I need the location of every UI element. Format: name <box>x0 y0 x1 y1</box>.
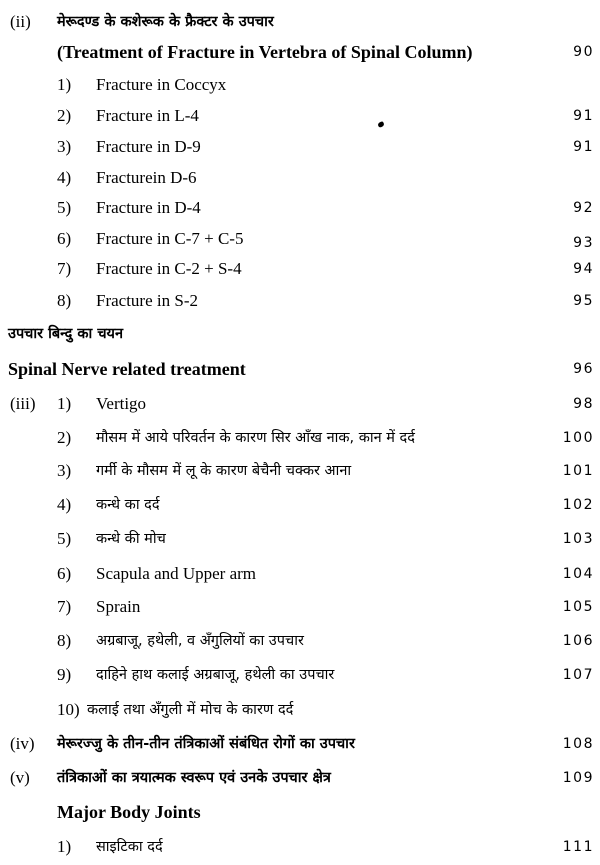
entry-number: 8) <box>57 291 72 310</box>
entry-title: Fracture in L-4 <box>96 106 199 125</box>
entry-title: Major Body Joints <box>57 802 201 822</box>
entry-page: 105 <box>562 599 594 615</box>
entry-title: Fracture in S-2 <box>96 291 198 310</box>
entry-page: 90 <box>573 44 594 60</box>
entry-number: 2) <box>57 428 72 447</box>
toc-entry <box>0 732 600 762</box>
entry-title: Fracture in C-2 + S-4 <box>96 259 242 278</box>
entry-page: 96 <box>573 361 594 377</box>
entry-page: 100 <box>562 430 594 446</box>
entry-page: 101 <box>562 463 594 479</box>
entry-title: Fracturein D-6 <box>96 168 197 187</box>
entry-title: अग्रबाजू, हथेली, व अँगुलियों का उपचार <box>96 633 304 649</box>
toc-entry <box>0 196 600 226</box>
entry-title: साइटिका दर्द <box>96 839 163 855</box>
entry-title: मेरूदण्ड के कशेरूक के फ्रैक्टर के उपचार <box>57 14 274 30</box>
toc-entry <box>0 835 600 865</box>
entry-page: 106 <box>562 633 594 649</box>
entry-title: गर्मी के मौसम में लू के कारण बेचैनी चक्कर आना <box>96 463 352 479</box>
entry-title: Sprain <box>96 597 141 616</box>
entry-number: 2) <box>57 106 72 125</box>
entry-page: 102 <box>562 497 594 513</box>
entry-title: कन्धे की मोच <box>96 531 166 547</box>
toc-entry <box>0 40 600 70</box>
toc-entry <box>0 595 600 625</box>
entry-number: 6) <box>57 229 72 248</box>
entry-number: 6) <box>57 564 72 583</box>
entry-roman: (iii) <box>10 394 36 413</box>
entry-title: उपचार बिन्दु का चयन <box>8 326 123 342</box>
entry-title: Fracture in Coccyx <box>96 75 227 94</box>
entry-roman: (ii) <box>10 12 31 31</box>
entry-title: मेरूरज्जु के तीन-तीन तंत्रिकाओं संबंधित रोगों का उपचार <box>57 736 355 752</box>
entry-number: 1) <box>57 394 72 413</box>
toc-entry <box>0 257 600 287</box>
entry-title: कन्धे का दर्द <box>96 497 160 513</box>
toc-entry <box>0 104 600 134</box>
toc-entry <box>0 663 600 693</box>
entry-title: Fracture in D-9 <box>96 137 201 156</box>
entry-page: 103 <box>562 531 594 547</box>
entry-page: 95 <box>573 293 594 309</box>
entry-title: Scapula and Upper arm <box>96 564 257 583</box>
entry-page: 91 <box>573 139 594 155</box>
toc-section-heading <box>0 322 600 352</box>
entry-page: 111 <box>562 839 594 855</box>
toc-entry <box>0 629 600 659</box>
entry-page: 92 <box>573 200 594 216</box>
entry-title: Spinal Nerve related treatment <box>8 359 246 379</box>
entry-roman: (v) <box>10 768 30 787</box>
entry-number: 7) <box>57 259 72 278</box>
toc-entry <box>0 166 600 196</box>
entry-number: 5) <box>57 529 72 548</box>
entry-number: 9) <box>57 665 72 684</box>
entry-page: 107 <box>562 667 594 683</box>
entry-title: Fracture in C-7 + C-5 <box>96 229 244 248</box>
entry-number: 4) <box>57 495 72 514</box>
toc-section-heading <box>0 357 600 387</box>
entry-roman: (iv) <box>10 734 35 753</box>
toc-entry <box>0 392 600 422</box>
entry-page: 108 <box>562 736 594 752</box>
toc-entry <box>0 227 600 257</box>
entry-title: तंत्रिकाओं का त्रयात्मक स्वरूप एवं उनके उपचार क्षेत्र <box>57 770 331 786</box>
entry-page: 91 <box>573 108 594 124</box>
toc-entry <box>0 10 600 40</box>
entry-title: (Treatment of Fracture in Vertebra of Spinal Column) <box>57 42 473 62</box>
toc-entry <box>0 426 600 456</box>
entry-title: Fracture in D-4 <box>96 198 201 217</box>
toc-entry <box>0 493 600 523</box>
entry-title: Vertigo <box>96 394 147 413</box>
entry-page: 94 <box>573 261 594 277</box>
entry-title: दाहिने हाथ कलाई अग्रबाजू, हथेली का उपचार <box>96 667 335 683</box>
toc-entry <box>0 73 600 103</box>
toc-entry <box>0 766 600 796</box>
toc-entry <box>0 459 600 489</box>
toc-entry <box>0 562 600 592</box>
entry-number: 8) <box>57 631 72 650</box>
entry-number: 10) <box>57 700 80 719</box>
entry-page: 93 <box>573 235 594 251</box>
entry-title: कलाई तथा अँगुली में मोच के कारण दर्द <box>87 702 294 718</box>
toc-entry <box>0 527 600 557</box>
entry-title: मौसम में आये परिवर्तन के कारण सिर आँख नाक, कान में दर्द <box>96 430 415 446</box>
entry-number: 1) <box>57 837 72 856</box>
entry-number: 3) <box>57 461 72 480</box>
toc-entry <box>0 698 600 728</box>
entry-number: 3) <box>57 137 72 156</box>
entry-page: 109 <box>562 770 594 786</box>
toc-entry <box>0 135 600 165</box>
toc-section-heading <box>0 800 600 830</box>
entry-page: 98 <box>573 396 594 412</box>
entry-number: 5) <box>57 198 72 217</box>
toc-entry <box>0 289 600 319</box>
entry-number: 7) <box>57 597 72 616</box>
entry-page: 104 <box>562 566 594 582</box>
entry-number: 4) <box>57 168 72 187</box>
entry-number: 1) <box>57 75 72 94</box>
